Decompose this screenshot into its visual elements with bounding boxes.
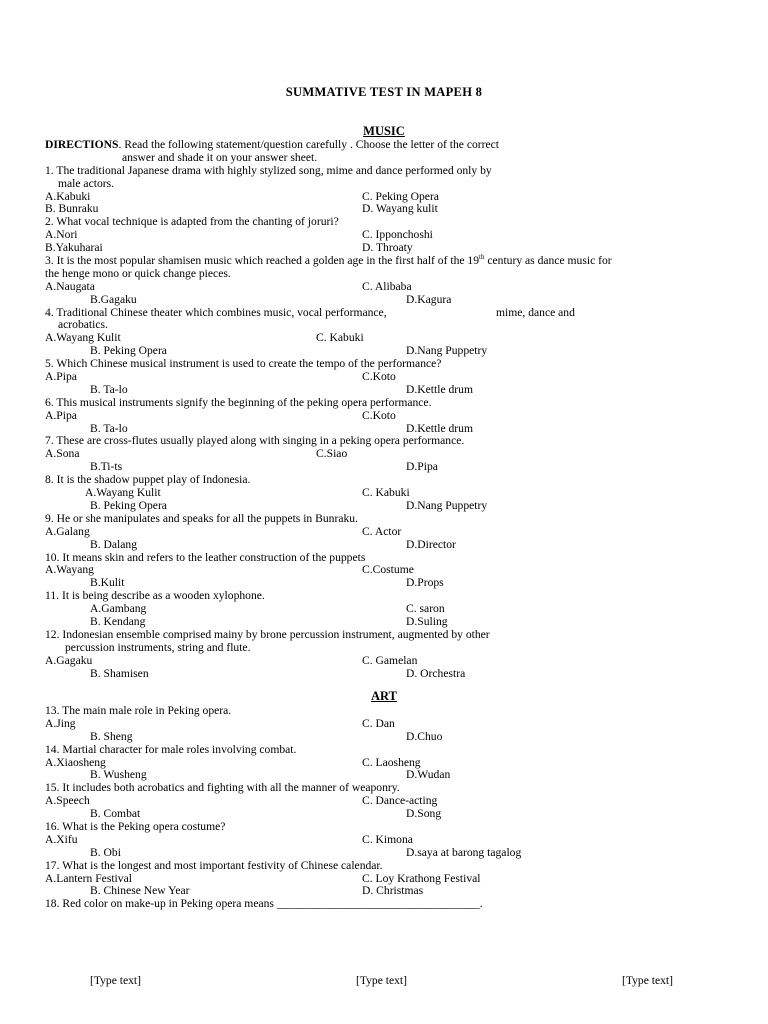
q9-option-c: C. Actor	[362, 524, 402, 538]
question-7: 7. These are cross-flutes usually played along with singing in a peking opera performance.	[45, 434, 465, 448]
footer-right: [Type text]	[622, 974, 674, 987]
q6-option-a: A.Pipa	[45, 408, 77, 422]
q15-option-b: B. Combat	[90, 807, 141, 821]
question-17: 17. What is the longest and most important festivity of Chinese calendar.	[45, 858, 383, 872]
question-1-cont: male actors.	[58, 176, 115, 190]
q14-option-d: D.Wudan	[406, 768, 451, 782]
q9-option-d: D.Director	[406, 537, 456, 551]
q3-option-c: C. Alibaba	[362, 279, 412, 293]
question-3	[45, 255, 612, 268]
q8-option-a: A.Wayang Kulit	[85, 486, 161, 500]
q11-option-b: B. Kendang	[90, 614, 146, 628]
q7-option-a: A.Sona	[45, 447, 80, 461]
q5-option-b: B. Ta-lo	[90, 382, 128, 396]
question-18: 18. Red color on make-up in Peking opera means ___________________________________.	[45, 897, 483, 911]
q5-option-a: A.Pipa	[45, 370, 77, 384]
q5-option-c: C.Koto	[362, 370, 396, 384]
question-12: 12. Indonesian ensemble comprised mainy by brone percussion instrument, augmented by other	[45, 627, 490, 641]
q11-option-a: A.Gambang	[90, 602, 147, 616]
q2-option-a: A.Nori	[45, 228, 78, 242]
q13-option-c: C. Dan	[362, 716, 395, 730]
q14-option-a: A.Xiaosheng	[45, 755, 106, 769]
directions-text-cont: answer and shade it on your answer sheet.	[122, 150, 318, 164]
q15-option-c: C. Dance-acting	[362, 794, 438, 808]
art-questions	[45, 705, 735, 911]
q14-option-c: C. Laosheng	[362, 755, 421, 769]
q16-option-b: B. Obi	[90, 845, 121, 859]
q6-option-c: C.Koto	[362, 408, 396, 422]
footer-center: [Type text]	[356, 974, 408, 987]
q8-option-b: B. Peking Opera	[90, 498, 167, 512]
q12-option-d: D. Orchestra	[406, 666, 466, 680]
question-15: 15. It includes both acrobatics and fighting with all the manner of weaponry.	[45, 781, 400, 795]
q15-option-d: D.Song	[406, 807, 442, 821]
q16-option-c: C. Kimona	[362, 832, 413, 846]
question-11: 11. It is being describe as a wooden xylophone.	[45, 589, 265, 603]
question-12-cont: percussion instruments, string and flute.	[65, 640, 251, 654]
question-5: 5. Which Chinese musical instrument is used to create the tempo of the performance?	[45, 357, 442, 371]
directions-text: . Read the following statement/question carefully . Choose the letter of the correct	[118, 138, 499, 151]
ordinal-superscript: th	[479, 253, 485, 262]
q10-option-d: D.Props	[406, 576, 444, 590]
q14-option-b: B. Wusheng	[90, 768, 147, 782]
q17-option-c: C. Loy Krathong Festival	[362, 871, 481, 885]
question-16: 16. What is the Peking opera costume?	[45, 820, 226, 834]
question-14: 14. Martial character for male roles involving combat.	[45, 742, 297, 756]
q10-option-c: C.Costume	[362, 563, 414, 577]
question-8: 8. It is the shadow puppet play of Indonesia.	[45, 473, 251, 487]
q1-option-c: C. Peking Opera	[362, 189, 439, 203]
q3-option-b: B.Gagaku	[90, 292, 137, 306]
q13-option-d: D.Chuo	[406, 729, 443, 743]
question-2: 2. What vocal technique is adapted from the chanting of joruri?	[45, 215, 339, 229]
question-13: 13. The main male role in Peking opera.	[45, 704, 232, 717]
q5-option-d: D.Kettle drum	[406, 382, 473, 396]
question-3-text: 3. It is the most popular shamisen music which reached a golden age in the first half of the 19	[45, 254, 480, 268]
q6-option-b: B. Ta-lo	[90, 421, 128, 435]
q13-option-a: A.Jing	[45, 716, 76, 730]
q1-option-a: A.Kabuki	[45, 189, 91, 203]
q10-option-b: B.Kulit	[90, 576, 125, 590]
q3-option-d: D.Kagura	[406, 292, 452, 306]
section-heading-music: MUSIC	[363, 124, 405, 138]
q9-option-b: B. Dalang	[90, 537, 138, 551]
directions-line	[45, 139, 735, 152]
q15-option-a: A.Speech	[45, 794, 90, 808]
q7-option-d: D.Pipa	[406, 460, 438, 474]
q2-option-d: D. Throaty	[362, 241, 413, 255]
question-4-cont: acrobatics.	[58, 318, 108, 332]
q8-option-c: C. Kabuki	[362, 486, 410, 500]
q1-option-b: B. Bunraku	[45, 202, 99, 216]
q9-option-a: A.Galang	[45, 524, 90, 538]
question-10: 10. It means skin and refers to the leather construction of the puppets	[45, 550, 366, 564]
q2-option-b: B.Yakuharai	[45, 241, 103, 255]
question-4-part2: mime, dance and	[496, 305, 575, 319]
q12-option-b: B. Shamisen	[90, 666, 149, 680]
q17-option-d: D. Christmas	[362, 884, 424, 898]
question-6: 6. This musical instruments signify the beginning of the peking opera performance.	[45, 395, 432, 409]
q16-option-a: A.Xifu	[45, 832, 78, 846]
q4-option-d: D.Nang Puppetry	[406, 344, 488, 358]
section-heading-art: ART	[371, 689, 397, 703]
q2-option-c: C. Ipponchoshi	[362, 228, 433, 242]
q4-option-b: B. Peking Opera	[90, 344, 167, 358]
q7-option-c: C.Siao	[316, 447, 348, 461]
page-title: SUMMATIVE TEST IN MAPEH 8	[285, 85, 483, 99]
q12-option-a: A.Gagaku	[45, 653, 93, 667]
q11-option-c: C. saron	[406, 602, 445, 616]
music-questions	[45, 139, 735, 680]
q10-option-a: A.Wayang	[45, 563, 94, 577]
question-9: 9. He or she manipulates and speaks for all the puppets in Bunraku.	[45, 511, 358, 525]
q3-option-a: A.Naugata	[45, 279, 95, 293]
q6-option-d: D.Kettle drum	[406, 421, 473, 435]
q4-option-c: C. Kabuki	[316, 331, 364, 345]
q17-option-b: B. Chinese New Year	[90, 884, 190, 898]
q13-option-b: B. Sheng	[90, 729, 133, 743]
footer-left: [Type text]	[90, 974, 142, 987]
question-3-text-end: century as dance music for	[484, 254, 612, 268]
q16-option-d: D.saya at barong tagalog	[406, 845, 522, 859]
q12-option-c: C. Gamelan	[362, 653, 418, 667]
question-4: 4. Traditional Chinese theater which combines music, vocal performance,	[45, 305, 387, 319]
q11-option-d: D.Suling	[406, 614, 448, 628]
question-3-cont: the henge mono or quick change pieces.	[45, 266, 231, 280]
q17-option-a: A.Lantern Festival	[45, 871, 132, 885]
q4-option-a: A.Wayang Kulit	[45, 331, 121, 345]
q1-option-d: D. Wayang kulit	[362, 202, 438, 216]
question-1: 1. The traditional Japanese drama with highly stylized song, mime and dance performed only by	[45, 163, 492, 177]
q7-option-b: B.Ti-ts	[90, 460, 123, 474]
q8-option-d: D.Nang Puppetry	[406, 498, 488, 512]
directions-label: DIRECTIONS	[45, 138, 119, 151]
